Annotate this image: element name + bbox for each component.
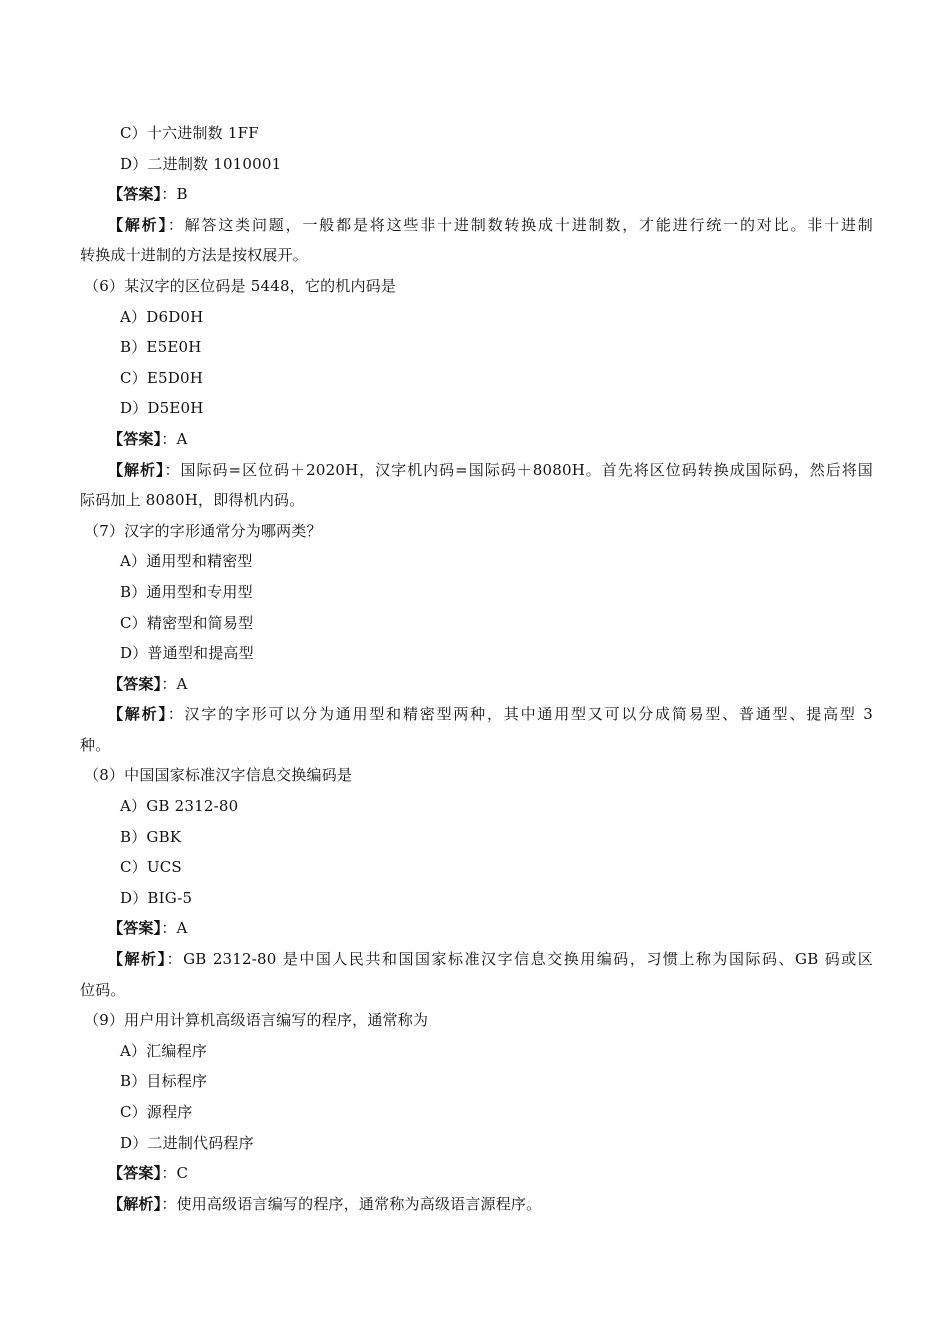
q9-option-b: B）目标程序 [120,1072,208,1091]
q5-option-d: D）二进制数 1010001 [120,154,282,173]
q7-option-c: C）精密型和简易型 [120,613,254,632]
q5-option-c: C）十六进制数 1FF [120,124,259,142]
q6-explanation-line2: 际码加上 8080H，即得机内码。 [80,491,305,510]
q8-question: （8）中国国家标准汉字信息交换编码是 [84,766,353,785]
answer-value: ：A [161,429,188,448]
q7-option-b: B）通用型和专用型 [120,582,253,601]
q8-option-b: B）GBK [120,827,182,846]
q6-explanation-line1 [0,455,873,486]
document-page [0,118,950,1219]
q6-option-d: D）D5E0H [120,399,204,418]
q6-option-b: B）E5E0H [120,338,202,357]
q7-explanation-line1 [0,699,873,730]
q9-option-a: A）汇编程序 [120,1041,208,1060]
q9-answer [0,1158,950,1189]
q8-explanation-line1 [0,944,873,975]
explanation-text: ：国际码=区位码＋2020H，汉字机内码=国际码＋8080H。首先将区位码转换成国际码，然后将国 [164,460,873,479]
q8-option-c: C）UCS [120,858,182,877]
q5-explanation-line1 [0,210,873,241]
q7-question: （7）汉字的字形通常分为哪两类？ [84,521,322,540]
q9-explanation-line1 [0,1189,950,1220]
q9-question: （9）用户用计算机高级语言编写的程序，通常称为 [84,1011,429,1030]
q8-explanation-line2: 位码。 [80,980,126,999]
answer-label: 【答案】 [108,429,162,448]
q8-option-d: D）BIG-5 [120,888,193,907]
explanation-text: ：解答这类问题，一般都是将这些非十进制数转换成十进制数，才能进行统一的对比。非十进制 [167,215,873,234]
answer-value: ：A [161,919,188,938]
explanation-text: ：使用高级语言编写的程序，通常称为高级语言源程序。 [161,1194,542,1213]
explanation-label: 【解析】 [108,950,167,969]
explanation-label: 【解析】 [108,215,168,234]
explanation-text: ：GB 2312-80 是中国人民共和国国家标准汉字信息交换用编码，习惯上称为国际码、GB 码或区 [166,950,873,969]
q6-option-c: C）E5D0H [120,368,204,387]
q8-answer [0,913,950,944]
q9-option-d: D）二进制代码程序 [120,1133,254,1152]
q7-answer [0,669,950,700]
answer-value: ：C [161,1164,189,1183]
answer-value: ：A [161,674,188,693]
q8-option-a: A）GB 2312-80 [120,797,239,816]
q7-option-a: A）通用型和精密型 [120,552,253,571]
answer-label: 【答案】 [108,674,162,693]
answer-label: 【答案】 [108,1164,162,1183]
q6-answer [0,424,950,455]
q5-explanation-line2: 转换成十进制的方法是按权展开。 [80,246,309,265]
answer-label: 【答案】 [108,919,162,938]
answer-label: 【答案】 [108,185,162,204]
explanation-label: 【解析】 [108,1194,162,1213]
q7-option-d: D）普通型和提高型 [120,644,254,663]
q7-explanation-line2: 种。 [80,735,111,754]
q6-question: （6）某汉字的区位码是 5448，它的机内码是 [84,276,397,295]
explanation-label: 【解析】 [108,705,168,724]
explanation-text: ：汉字的字形可以分为通用型和精密型两种，其中通用型又可以分成简易型、普通型、提高型 3 [167,705,873,724]
q5-answer [0,179,950,210]
q6-option-a: A）D6D0H [120,307,204,326]
explanation-label: 【解析】 [108,460,165,479]
answer-value: ：B [161,185,188,204]
q9-option-c: C）源程序 [120,1103,193,1121]
